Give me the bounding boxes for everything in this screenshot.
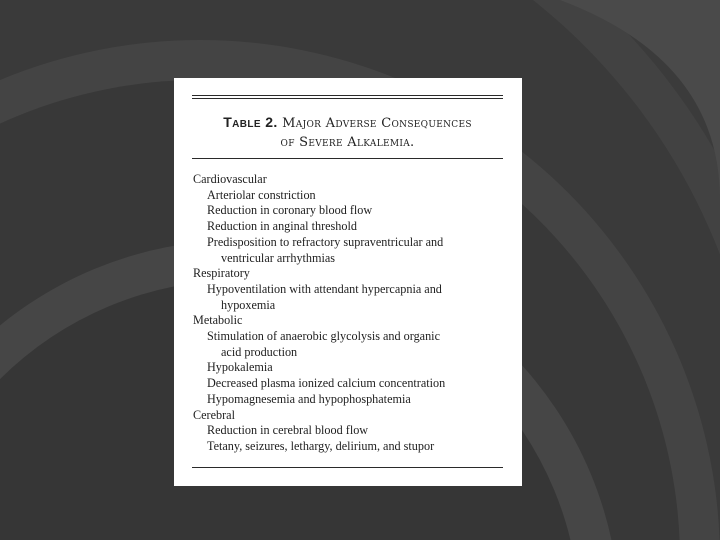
consequence-item xyxy=(193,329,513,360)
consequence-text-continuation: hypoxemia xyxy=(221,297,276,312)
consequence-text: Hypokalemia xyxy=(207,360,273,375)
consequence-text: Tetany, seizures, lethargy, delirium, and stupor xyxy=(207,438,435,453)
top-double-rule xyxy=(192,95,503,99)
category-heading: Cardiovascular xyxy=(193,172,267,186)
consequence-text-continuation: ventricular arrhythmias xyxy=(221,250,336,265)
category-heading: Metabolic xyxy=(193,313,243,328)
consequence-item xyxy=(193,203,513,219)
consequence-item xyxy=(193,376,513,392)
consequence-text: Arteriolar constriction xyxy=(207,187,316,202)
consequence-list xyxy=(193,172,513,455)
consequence-item xyxy=(193,392,513,408)
consequence-text: Decreased plasma ionized calcium concentration xyxy=(207,376,446,391)
consequence-text-continuation: acid production xyxy=(221,344,298,359)
table-title-text: Major Adverse Consequences xyxy=(282,116,472,131)
consequence-item xyxy=(193,235,513,266)
header-rule xyxy=(192,158,503,159)
consequence-item xyxy=(193,188,513,204)
table-title xyxy=(192,113,503,152)
consequence-text: Predisposition to refractory supraventricular and xyxy=(207,234,444,249)
consequence-text: Reduction in cerebral blood flow xyxy=(207,423,369,438)
consequence-text: Hypomagnesemia and hypophosphatemia xyxy=(207,391,411,406)
consequence-item xyxy=(193,423,513,439)
consequence-item xyxy=(193,439,513,455)
category-heading: Cerebral xyxy=(193,407,235,422)
category-heading: Respiratory xyxy=(193,266,250,281)
table-label: Table 2. xyxy=(223,114,278,130)
consequence-item xyxy=(193,360,513,376)
consequence-text: Stimulation of anaerobic glycolysis and organic xyxy=(207,329,440,344)
consequence-item xyxy=(193,219,513,235)
table-title-line-1 xyxy=(192,113,503,133)
bottom-rule xyxy=(192,467,503,468)
consequence-text: Reduction in anginal threshold xyxy=(207,219,357,234)
consequence-item xyxy=(193,282,513,313)
consequence-text: Reduction in coronary blood flow xyxy=(207,203,373,218)
consequence-text: Hypoventilation with attendant hypercapnia and xyxy=(207,281,442,296)
table-card xyxy=(174,78,522,486)
table-title-line-2: of Severe Alkalemia. xyxy=(280,135,415,150)
